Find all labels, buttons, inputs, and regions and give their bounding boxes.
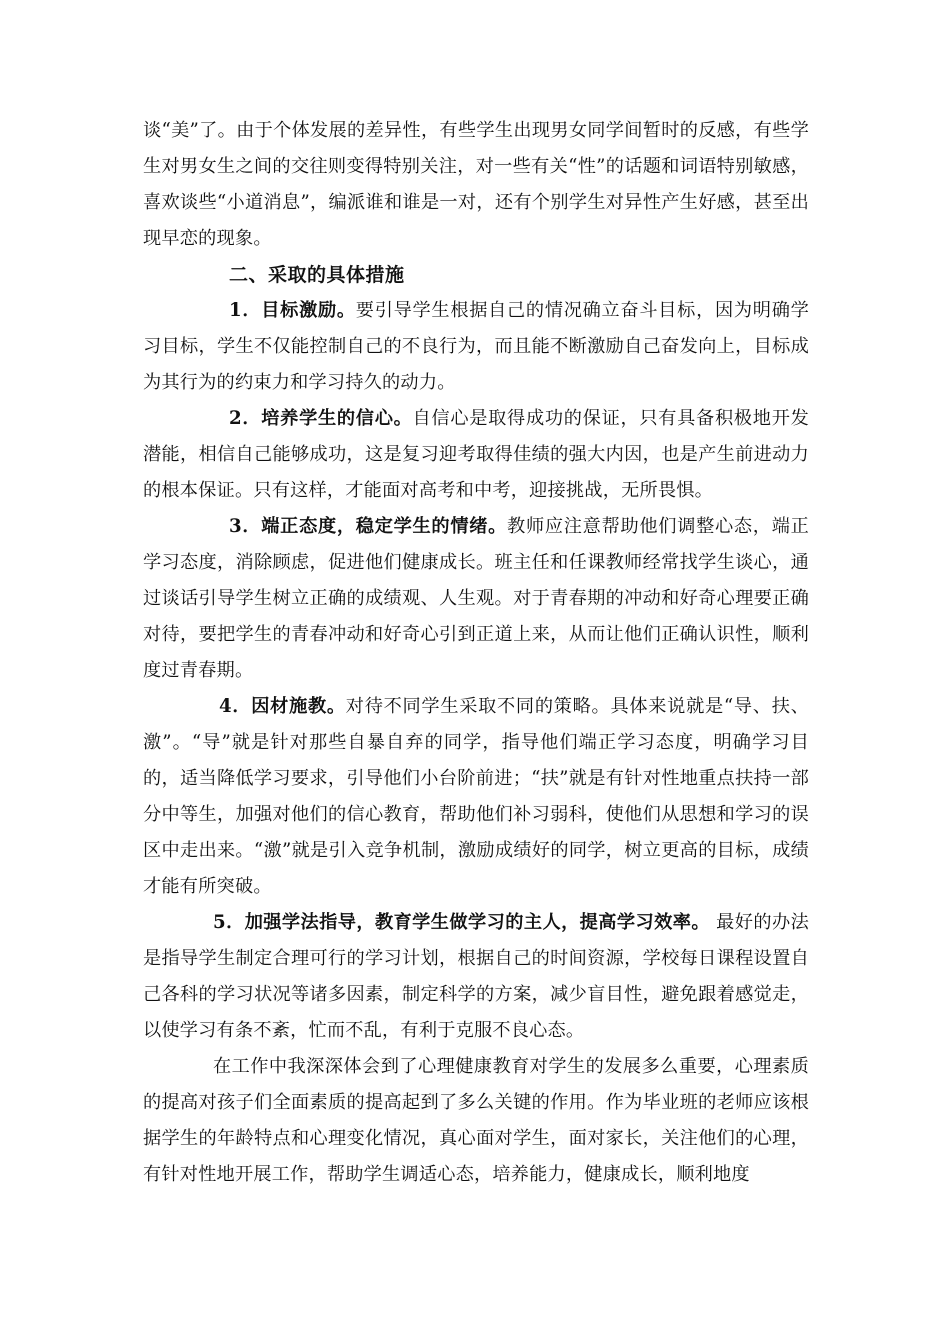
measure-item-body: 自信心是取得成功的保证，只有具备积极地开发潜能，相信自己能够成功，这是复习迎考取得佳绩的强大内因，也是产生前进动力的根本保证。只有这样，才能面对高考和中考，迎接挑战，无所畏惧。: [143, 408, 809, 501]
measure-item-body: 对待不同学生采取不同的策略。具体来说就是“导、扶、激”。“导”就是针对那些自暴自弃的同学，指导他们端正学习态度，明确学习目的，适当降低学习要求，引导他们小台阶前进；“扶”就是有针对性地重点扶持一部分中等生，加强对他们的信心教育，帮助他们补习弱科，使他们从思想和学习的误区中走出来。“激”就是引入竞争机制，激励成绩好的同学，树立更高的目标，成绩才能有所突破。: [143, 696, 809, 897]
measure-item-lead: 3．端正态度，稳定学生的情绪。: [229, 516, 508, 537]
measure-item-lead: 2．培养学生的信心。: [229, 408, 413, 429]
measure-item-3: [143, 509, 809, 689]
measure-item-lead: 5．加强学法指导，教育学生做学习的主人，提高学习效率。: [213, 912, 710, 933]
intro-paragraph: 谈“美”了。由于个体发展的差异性，有些学生出现男女同学间暂时的反感，有些学生对男女生之间的交往则变得特别关注，对一些有关“性”的话题和词语特别敏感，喜欢谈些“小道消息”，编派谁和谁是一对，还有个别学生对异性产生好感，甚至出现早恋的现象。: [143, 120, 809, 249]
measure-item-2: [143, 401, 809, 509]
closing-paragraph: 在工作中我深深体会到了心理健康教育对学生的发展多么重要，心理素质的提高对孩子们全面素质的提高起到了多么关键的作用。作为毕业班的老师应该根据学生的年龄特点和心理变化情况，真心面对学生，面对家长，关注他们的心理，有针对性地开展工作，帮助学生调适心态，培养能力，健康成长，顺利地度: [143, 1056, 809, 1185]
measure-item-body: 教师应注意帮助他们调整心态，端正学习态度，消除顾虑，促进他们健康成长。班主任和任课教师经常找学生谈心，通过谈话引导学生树立正确的成绩观、人生观。对于青春期的冲动和好奇心理要正确对待，要把学生的青春冲动和好奇心引到正道上来，从而让他们正确认识性，顺利度过青春期。: [143, 516, 810, 681]
measure-item-lead: 1．目标激励。: [229, 300, 356, 321]
measure-item-lead: 4．因材施教。: [219, 696, 346, 717]
measure-item-5: [143, 905, 809, 1049]
document-body: [143, 113, 809, 1193]
measure-item-4: [143, 689, 809, 905]
measure-item-body: 要引导学生根据自己的情况确立奋斗目标，因为明确学习目标，学生不仅能控制自己的不良行为，而且能不断激励自己奋发向上，目标成为其行为的约束力和学习持久的动力。: [143, 300, 809, 393]
measure-item-1: [143, 293, 809, 401]
section-heading: 二、采取的具体措施: [229, 264, 405, 286]
measure-item-body: 最好的办法是指导学生制定合理可行的学习计划，根据自己的时间资源，学校每日课程设置自己各科的学习状况等诸多因素，制定科学的方案，减少盲目性，避免跟着感觉走，以使学习有条不紊，忙而不乱，有利于克服不良心态。: [143, 912, 810, 1041]
